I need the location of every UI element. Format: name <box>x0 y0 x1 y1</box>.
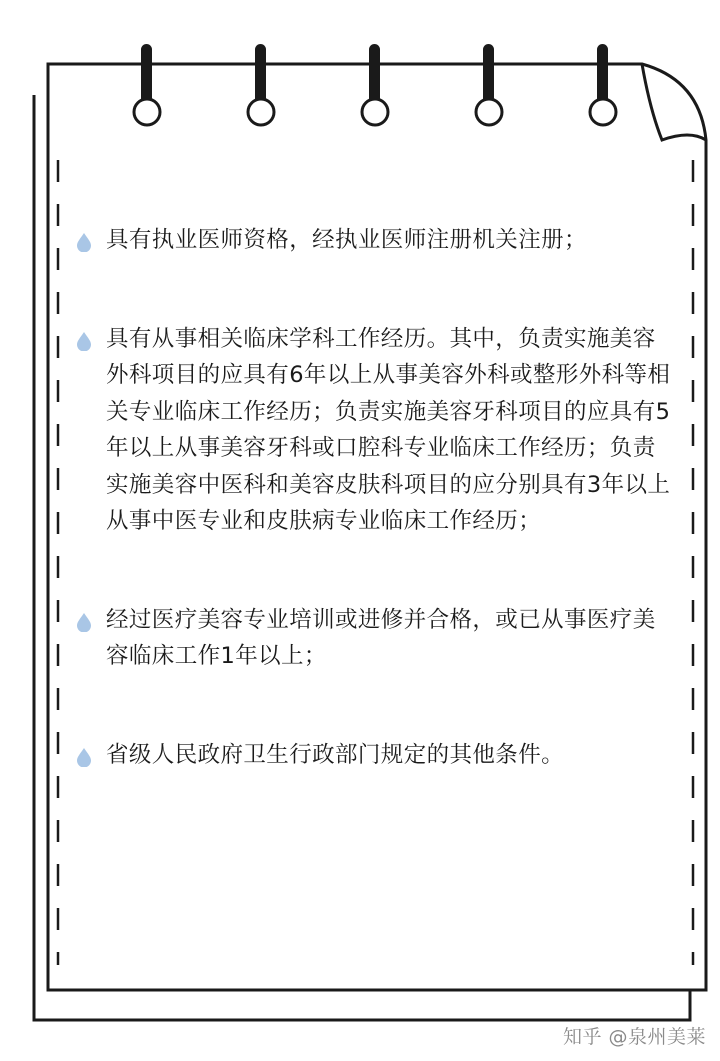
list-item-text: 具有执业医师资格，经执业医师注册机关注册； <box>106 227 587 253</box>
water-drop-icon <box>76 331 92 351</box>
water-drop-icon <box>76 612 92 632</box>
list-item-text: 具有从事相关临床学科工作经历。其中，负责实施美容外科项目的应具有6年以上从事美容外科或整形外科等相关专业临床工作经历；负责实施美容牙科项目的应具有5年以上从事美容牙科或口腔科专业临床工作经历；负责实施美容中医科和美容皮肤科项目的应分别具有3年以上从事中医专业和皮肤病专业临床工作经历； <box>106 325 671 534</box>
list-item-text: 省级人民政府卫生行政部门规定的其他条件。 <box>106 741 565 768</box>
list-item-text: 经过医疗美容专业培训或进修并合格，或已从事医疗美容临床工作1年以上； <box>106 606 656 669</box>
list-item <box>76 321 676 540</box>
watermark: 知乎 @泉州美莱 <box>562 1026 706 1048</box>
list-item <box>76 602 676 675</box>
requirements-list <box>76 222 676 773</box>
water-drop-icon <box>76 747 92 767</box>
list-item <box>76 222 676 259</box>
water-drop-icon <box>76 232 92 252</box>
list-item <box>76 737 676 774</box>
